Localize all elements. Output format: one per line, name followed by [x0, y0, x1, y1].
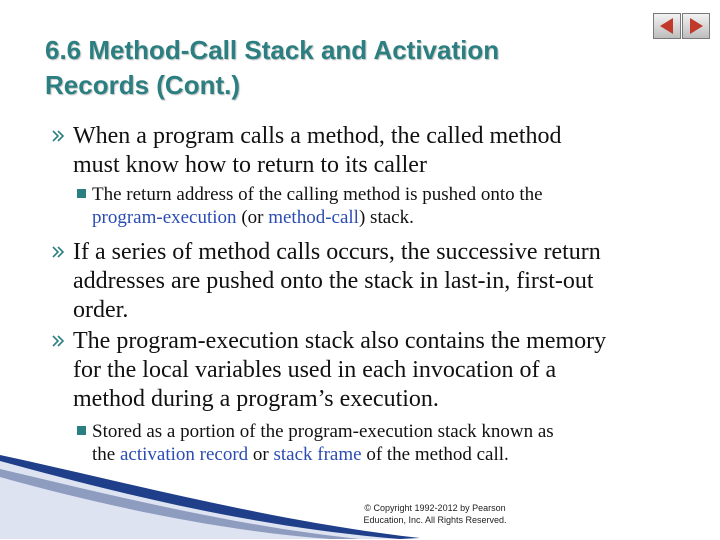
bullet-line: addresses are pushed onto the stack in last-in, first-out — [73, 268, 594, 294]
bullet-item — [52, 238, 672, 325]
slide-title-line: 6.6 Method-Call Stack and Activation — [45, 35, 500, 65]
next-slide-button[interactable] — [682, 13, 710, 39]
inline-text: (or — [236, 207, 269, 228]
bullet-line: method during a program’s execution. — [73, 386, 439, 412]
bullet-line: for the local variables used in each invocation of a — [73, 357, 557, 383]
bullet-arrow-icon — [52, 335, 64, 347]
bullet-line: The program-execution stack also contains the memory — [73, 328, 607, 354]
bullet-line: order. — [73, 297, 129, 323]
sub-bullet-line: The return address of the calling method is pushed onto the — [92, 184, 543, 205]
sub-bullet-item — [77, 183, 677, 229]
copyright-notice — [330, 502, 540, 526]
sub-bullet-line — [92, 206, 677, 229]
bullet-text — [73, 327, 672, 414]
bullet-item — [52, 122, 672, 180]
term-activation-record: activation record — [119, 444, 249, 465]
inline-text: ) stack. — [358, 207, 414, 228]
bullet-arrow-icon — [52, 130, 64, 142]
term-method-call: method-call — [268, 207, 359, 228]
copyright-line: © Copyright 1992-2012 by Pearson — [364, 503, 506, 513]
slide-navigation — [649, 13, 711, 41]
bullet-text — [73, 238, 672, 325]
previous-slide-button[interactable] — [653, 13, 681, 39]
bullet-line: If a series of method calls occurs, the successive return — [73, 239, 601, 265]
sub-bullet-line: Stored as a portion of the program-execution stack known as — [92, 421, 554, 442]
slide-title — [45, 33, 645, 103]
bullet-item — [52, 327, 672, 414]
bullet-line: must know how to return to its caller — [73, 152, 427, 178]
bullet-text — [73, 122, 672, 180]
copyright-line: Education, Inc. All Rights Reserved. — [363, 515, 507, 525]
slide-title-line: Records (Cont.) — [45, 70, 240, 100]
triangle-right-icon — [687, 17, 705, 35]
square-bullet-icon — [77, 426, 86, 435]
term-program-execution: program-execution — [92, 207, 237, 228]
inline-text: of the method call. — [361, 444, 509, 465]
decorative-swoosh — [0, 455, 720, 540]
triangle-left-icon — [658, 17, 676, 35]
bullet-line: When a program calls a method, the called method — [73, 123, 562, 149]
inline-text: the — [92, 444, 120, 465]
term-stack-frame: stack frame — [273, 444, 362, 465]
inline-text: or — [248, 444, 274, 465]
square-bullet-icon — [77, 189, 86, 198]
sub-bullet-text — [92, 183, 677, 229]
bullet-arrow-icon — [52, 246, 64, 258]
